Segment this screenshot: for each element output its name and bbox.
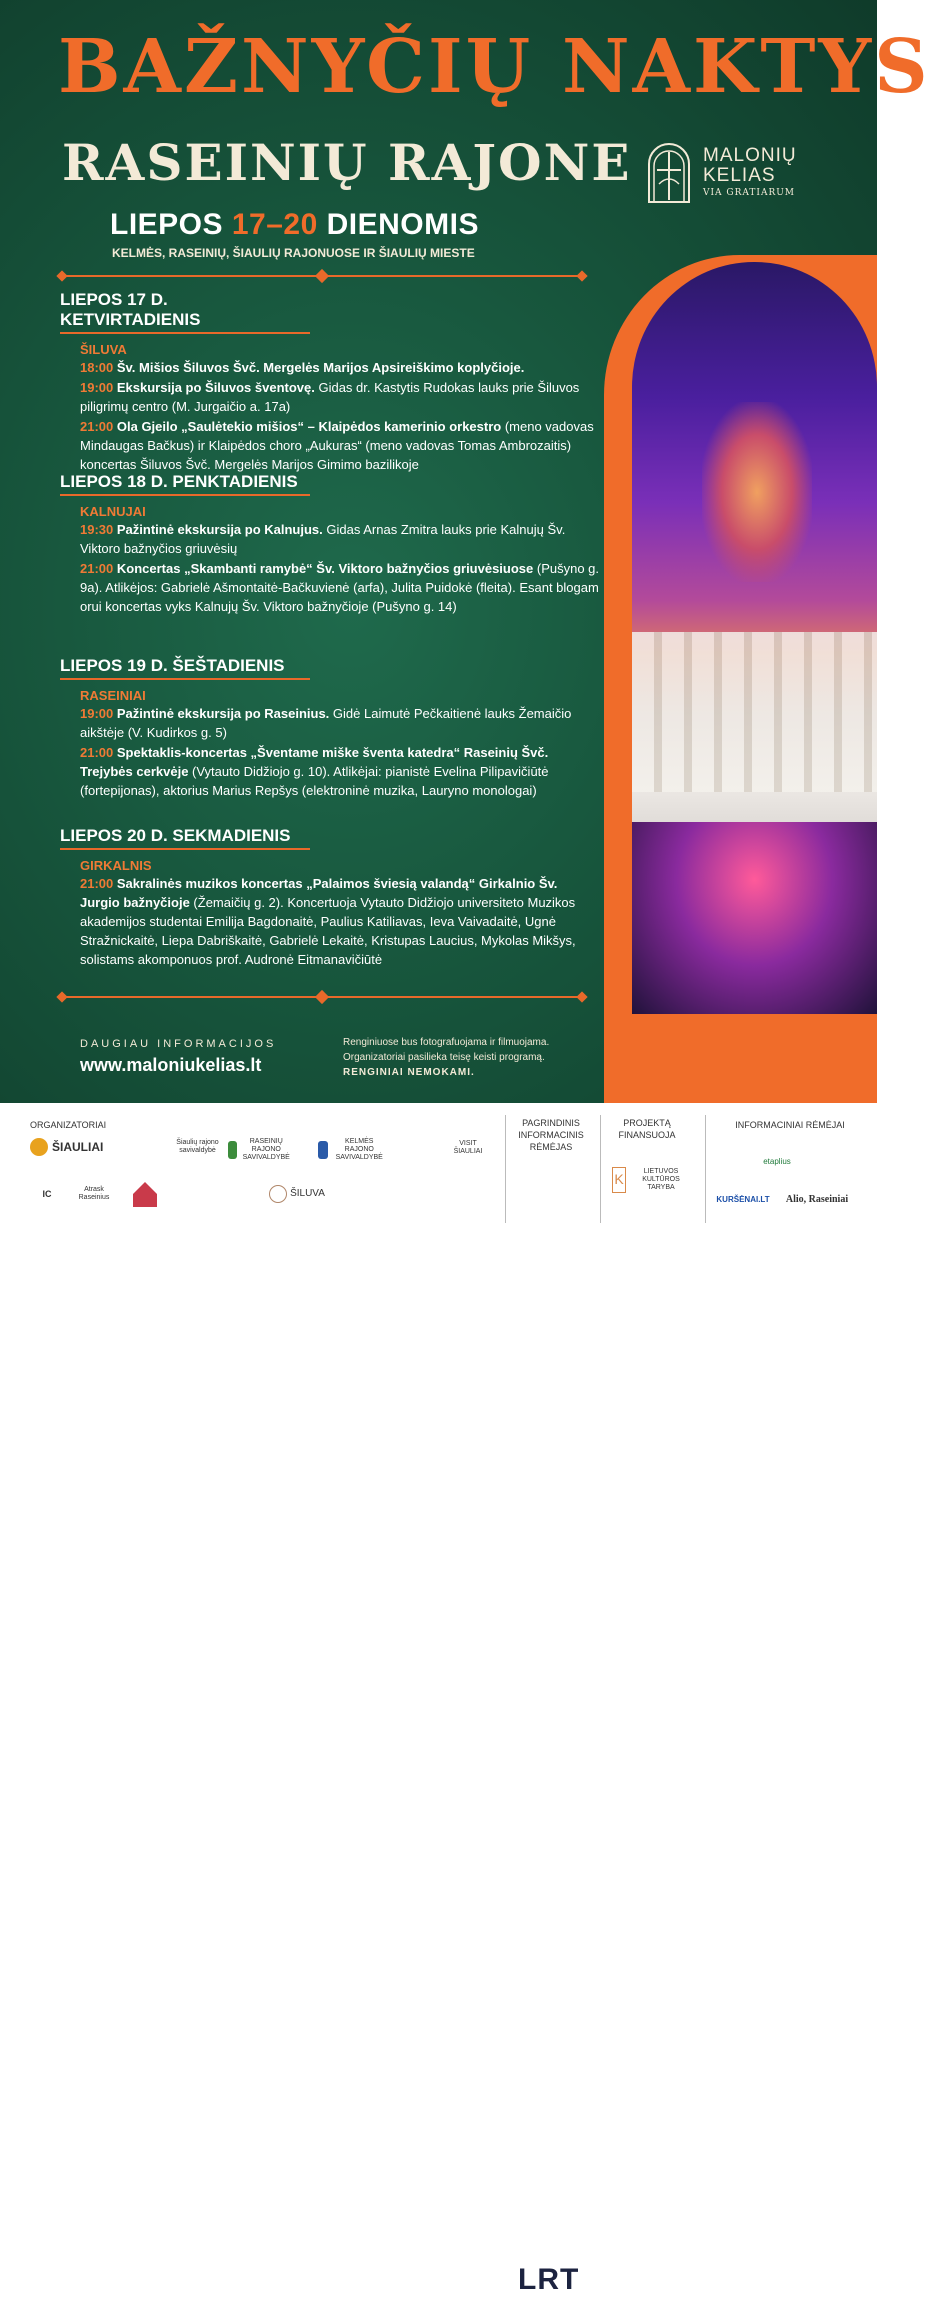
- siluva-emblem-icon: [269, 1185, 287, 1203]
- event-time: 19:30: [80, 522, 114, 537]
- day-place: ŠILUVA: [80, 342, 127, 357]
- footer-note-text: Renginiuose bus fotografuojama ir filmuojama. Organizatoriai pasilieka teisę keisti programą.: [343, 1037, 550, 1063]
- more-info-label: DAUGIAU INFORMACIJOS: [80, 1038, 277, 1050]
- dates-range: 17–20: [231, 208, 318, 241]
- day-place: KALNUJAI: [80, 504, 146, 519]
- visit-siauliai-logo: [448, 1131, 488, 1165]
- event-title: Ola Gjeilo „Saulėtekio mišios“ – Klaipėdos kamerinio orkestro: [116, 419, 502, 434]
- event-item: [80, 358, 600, 377]
- event-time: 21:00: [80, 561, 114, 576]
- kelme-crest-icon: [318, 1141, 328, 1159]
- day-title: LIEPOS 17 D. KETVIRTADIENIS: [60, 290, 310, 334]
- siluva-logo: [266, 1183, 328, 1205]
- organizer-name: VISIT ŠIAULIAI: [453, 1140, 483, 1155]
- dates-prefix: LIEPOS: [110, 208, 232, 241]
- organizer-name: IC: [42, 1189, 52, 1199]
- media-sponsor-name: Alio, Raseiniai: [785, 1194, 849, 1205]
- event-regions: KELMĖS, RASEINIŲ, ŠIAULIŲ RAJONUOSE IR ŠIAULIŲ MIESTE: [112, 246, 475, 260]
- event-title: Sakralinės muzikos koncertas „Palaimos šviesią valandą“ Girkalnio Šv. Jurgio bažnyčioje: [80, 876, 558, 910]
- event-poster: [0, 0, 931, 1103]
- organizer-name: ŠIAULIAI: [52, 1140, 104, 1154]
- event-time: 19:00: [80, 380, 114, 395]
- k-letter-icon: K: [612, 1167, 626, 1193]
- day-title: LIEPOS 20 D. SEKMADIENIS: [60, 826, 310, 850]
- divider-bottom: [60, 996, 584, 998]
- event-item: [80, 378, 600, 416]
- day-section: [60, 656, 600, 800]
- kursenai-logo: [712, 1191, 774, 1209]
- brand-line-2: KELIAS: [703, 164, 776, 186]
- event-details: Gidė Laimutė Pečkaitienė lauks Žemaičio aikštėje (V. Kudirkos g. 5): [80, 706, 572, 740]
- event-item: [80, 559, 600, 616]
- event-title: Šv. Mišios Šiluvos Švč. Mergelės Marijos Apsireiškimo koplyčioje.: [116, 360, 525, 375]
- day-section: [60, 826, 600, 969]
- event-item: [80, 874, 600, 969]
- event-details: Gidas dr. Kastytis Rudokas lauks prie Šiluvos piligrimų centro (M. Jurgaičio a. 17a): [80, 380, 580, 414]
- atrask-raseinius-logo: [74, 1179, 114, 1209]
- event-item: [80, 743, 600, 800]
- event-item: [80, 520, 600, 558]
- day-place: RASEINIAI: [80, 688, 146, 703]
- divider-top: [60, 275, 584, 277]
- event-details: (Pušyno g. 9a). Atlikėjos: Gabrielė Ašmontaitė-Bačkuvienė (arfa), Julita Puidokė (fleita). Esant blogam orui koncertas vyks Kalnujų Šv. Viktoro bažnyčioje (Pušyno g. 14): [80, 561, 600, 614]
- event-title: Spektaklis-koncertas „Šventame miške šventa katedra“ Raseinių Švč. Trejybės cerkvėje: [80, 745, 549, 779]
- day-section: [60, 290, 600, 474]
- main-media-label: PAGRINDINIS INFORMACINIS RĖMĖJAS: [518, 1118, 584, 1152]
- organizers-label: ORGANIZATORIAI: [30, 1120, 107, 1130]
- raseiniai-crest-icon: [228, 1141, 237, 1159]
- reflection-floor: [632, 822, 877, 1014]
- day-place: GIRKALNIS: [80, 858, 152, 873]
- kelmes-savivaldybe-logo: [318, 1137, 388, 1163]
- event-details: (Žemaičių g. 2). Koncertuoja Vytauto Didžiojo universiteto Muzikos akademijos studentai Emilija Bagdonaitė, Paulius Katiliavas, Ieva Vaivadaitė, Ugnė Stražnickaitė, Liepa Dabriškaitė, Gabrielė Lekaitė, Kristupas Laucius, Mykolas Mikšys, solistams akomponuos prof. Audronė Eitmanavičiūtė: [80, 895, 576, 967]
- sponsors-bar: [0, 1103, 877, 2296]
- event-time: 21:00: [80, 745, 114, 760]
- media-sponsor-name: KURŠĖNAI.LT: [716, 1195, 770, 1204]
- organizer-name: KELMĖS RAJONO SAVIVALDYBĖ: [335, 1138, 383, 1161]
- day-title: LIEPOS 19 D. ŠEŠTADIENIS: [60, 656, 310, 680]
- raseiniu-savivaldybe-logo: [228, 1137, 293, 1163]
- siauliu-rajono-logo: [175, 1131, 220, 1163]
- ic-logo: [34, 1179, 60, 1209]
- divider-line: [600, 1115, 601, 1223]
- organizer-name: RASEINIŲ RAJONO SAVIVALDYBĖ: [242, 1138, 290, 1161]
- funding-name: LIETUVOS KULTŪROS TARYBA: [642, 1168, 680, 1191]
- day-section: [60, 472, 600, 616]
- footer-note: [343, 1035, 593, 1080]
- brand-line-1: MALONIŲ: [703, 144, 797, 166]
- event-title: Ekskursija po Šiluvos šventovę.: [116, 380, 315, 395]
- kulturos-taryba-logo: [612, 1163, 692, 1197]
- siauliai-logo: [30, 1135, 103, 1159]
- brand-tagline: VIA GRATIARUM: [703, 187, 796, 198]
- poster-subtitle: RASEINIŲ RAJONE: [62, 133, 632, 192]
- organizer-name: Šiaulių rajono savivaldybė: [176, 1139, 219, 1154]
- arch-cross-icon: [645, 140, 693, 204]
- event-dates: [110, 208, 479, 242]
- media-sponsors-label: INFORMACINIAI RĖMĖJAI: [735, 1120, 845, 1130]
- event-item: [80, 417, 600, 474]
- event-title: Pažintinė ekskursija po Kalnujus.: [116, 522, 323, 537]
- organizer-name: Atrask Raseinius: [78, 1186, 110, 1201]
- event-item: [80, 704, 600, 742]
- event-time: 19:00: [80, 706, 114, 721]
- event-details: Gidas Arnas Zmitra lauks prie Kalnujų Šv. Viktoro bažnyčios griuvėsių: [80, 522, 566, 556]
- church-concert-photo: [632, 262, 877, 1014]
- event-time: 21:00: [80, 419, 114, 434]
- day-title: LIEPOS 18 D. PENKTADIENIS: [60, 472, 310, 496]
- event-title: Pažintinė ekskursija po Raseinius.: [116, 706, 330, 721]
- media-sponsor-name: etaplius: [763, 1157, 791, 1166]
- divider-line: [505, 1115, 506, 1223]
- divider-line: [705, 1115, 706, 1223]
- website-link[interactable]: www.maloniukelias.lt: [80, 1055, 262, 1075]
- choir-group: [632, 632, 877, 792]
- altar-light: [702, 402, 812, 582]
- siauliai-crest-icon: [30, 1138, 48, 1156]
- dates-suffix: DIENOMIS: [317, 208, 479, 241]
- maloniu-kelias-logo: [645, 140, 797, 204]
- event-time: 18:00: [80, 360, 114, 375]
- poster-title: BAŽNYČIŲ NAKTYS: [58, 24, 931, 110]
- event-details: (Vytauto Didžiojo g. 10). Atlikėjai: pianistė Evelina Pilipavičiūtė (fortepijonas), aktorius Marius Repšys (elektroninė muzika, Lauryno monologai): [80, 764, 549, 798]
- event-title: Koncertas „Skambanti ramybė“ Šv. Viktoro bažnyčios griuvėsiuose: [116, 561, 534, 576]
- alio-raseiniai-logo: [780, 1191, 854, 1209]
- event-time: 21:00: [80, 876, 114, 891]
- lrt-logo: LRT: [518, 2263, 580, 2296]
- organizer-name: ŠILUVA: [290, 1188, 325, 1199]
- event-details: (meno vadovas Mindaugas Bačkus) ir Klaipėdos choro „Aukuras“ (meno vadovas Tomas Ambrozaitis) koncertas Šiluvos Švč. Mergelės Marijos Gimimo bazilikoje: [80, 419, 594, 472]
- funding-label: PROJEKTĄ FINANSUOJA: [618, 1118, 676, 1140]
- free-events-note: RENGINIAI NEMOKAMI.: [343, 1067, 475, 1078]
- etaplius-logo: [755, 1145, 799, 1179]
- church-icon: [128, 1179, 162, 1209]
